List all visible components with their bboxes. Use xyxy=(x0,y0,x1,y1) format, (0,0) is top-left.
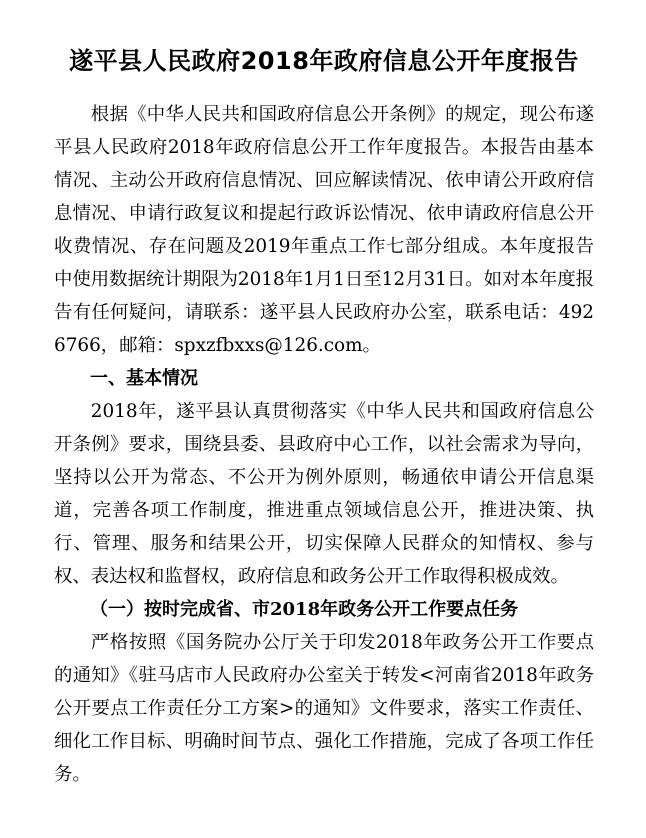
section-heading-basic-situation: 一、基本情况 xyxy=(90,368,198,389)
tasks-paragraph: 严格按照《国务院办公厅关于印发2018年政务公开工作要点的通知》《驻马店市人民政府办公室关于转发<河南省2018年政务公开要点工作责任分工方案>的通知》文件要求，落实工作责任、细化工作目标、明确时间节点、强化工作措施，完成了各项工作任务。 xyxy=(54,632,594,785)
basic-situation-paragraph: 2018年，遂平县认真贯彻落实《中华人民共和国政府信息公开条例》要求，围绕县委、县政府中心工作，以社会需求为导向，坚持以公开为常态、不公开为例外原则，畅通依申请公开信息渠道，完善各项工作制度，推进重点领域信息公开，推进决策、执行、管理、服务和结果公开，切实保障人民群众的知情权、参与权、表达权和监督权，政府信息和政务公开工作取得积极成效。 xyxy=(54,401,594,587)
intro-paragraph: 根据《中华人民共和国政府信息公开条例》的规定，现公布遂平县人民政府2018年政府信息公开工作年度报告。本报告由基本情况、主动公开政府信息情况、回应解读情况、依申请公开政府信息情况、申请行政复议和提起行政诉讼情况、依申请政府信息公开收费情况、存在问题及2019年重点工作七部分组成。本年度报告中使用数据统计期限为2018年1月1日至12月31日。如对本年度报告有任何疑问，请联系：遂平县人民政府办公室，联系电话：4926766，邮箱：spxzfbxxs@126.com。 xyxy=(54,104,594,356)
subsection-heading-tasks: （一）按时完成省、市2018年政务公开工作要点任务 xyxy=(90,599,519,620)
document-title: 遂平县人民政府2018年政府信息公开年度报告 xyxy=(69,47,579,75)
